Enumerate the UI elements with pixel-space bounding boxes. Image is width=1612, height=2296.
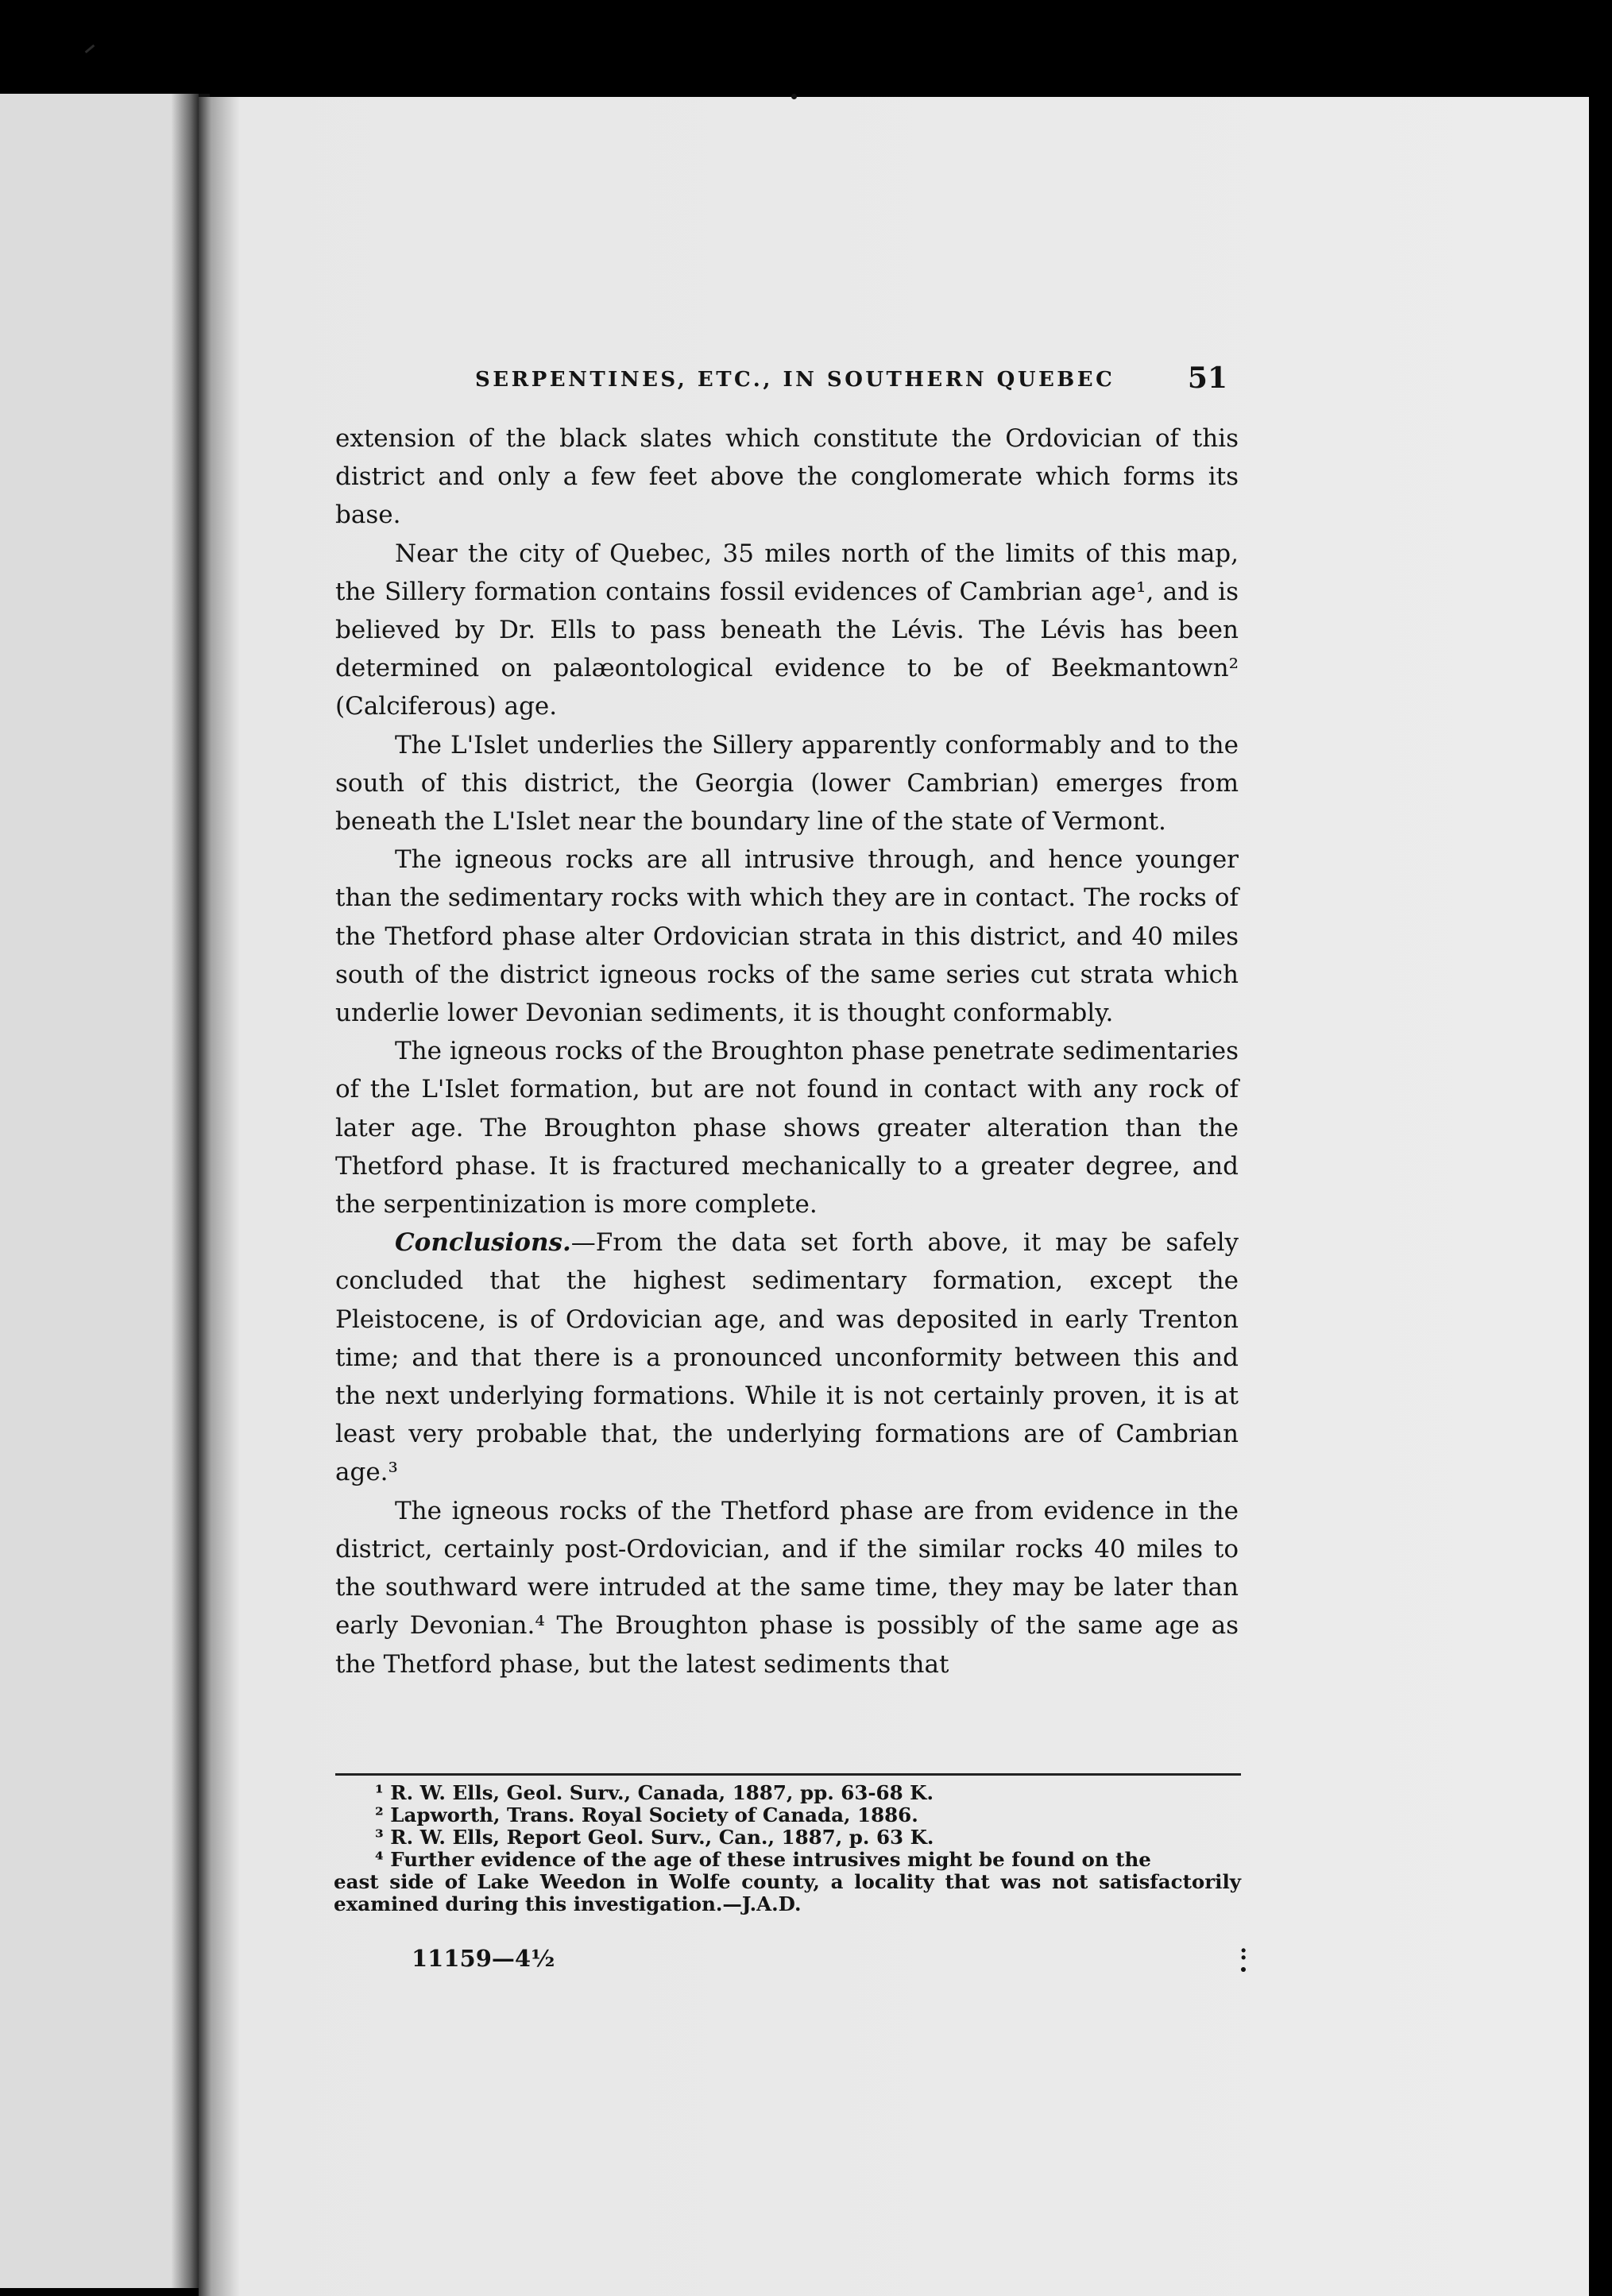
paragraph: extension of the black slates which constitute the Ordovician of this district and only a few feet above the conglomerate which forms its base. [335, 424, 1239, 530]
conclusions-heading: Conclusions. [395, 1228, 571, 1258]
footnote: ¹ R. W. Ells, Geol. Surv., Canada, 1887, pp. 63-68 K. [375, 1781, 934, 1804]
top-dot-mark [791, 94, 797, 99]
page-header [475, 361, 1238, 400]
footnotes [334, 1781, 1241, 1915]
page-gutter [172, 94, 199, 2288]
paragraph: The igneous rocks of the Thetford phase are from evidence in the district, certainly post-Ordovician, and if the similar rocks 40 miles to the southward were intruded at the same time, they may be later than early Devonian.⁴ The Broughton phase is possibly of the same age as the Thetford phase, but the latest sediments that [335, 1496, 1239, 1679]
paragraph: The igneous rocks of the Broughton phase penetrate sedimentaries of the L'Islet formation, but are not found in contact with any rock of later age. The Broughton phase shows greater alteration than the Thetford phase. It is fractured mechanically to a greater degree, and the serpentinization is more complete. [335, 1037, 1239, 1220]
margin-mark: : [1239, 1938, 1248, 1965]
previous-page-edge [0, 94, 199, 2288]
conclusions-text: —From the data set forth above, it may be safely concluded that the highest sedimentary formation, except the Pleistocene, is of Ordovician age, and was deposited in early Trenton time; and that there is a pronounced unconformity between this and the next underlying formations. While it is not certainly proven, it is at least very probable that, the underlying formations are of Cambrian age.³ [335, 1228, 1239, 1487]
footnote: ² Lapworth, Trans. Royal Society of Canada, 1886. [375, 1803, 918, 1826]
body-text [335, 419, 1239, 1683]
page-number: 51 [1187, 361, 1227, 395]
footnote: ⁴ Further evidence of the age of these intrusives might be found on the [375, 1848, 1151, 1871]
footnote: ³ R. W. Ells, Report Geol. Surv., Can., 1887, p. 63 K. [375, 1826, 934, 1849]
paragraph: The L'Islet underlies the Sillery apparently conformably and to the south of this district, the Georgia (lower Cambrian) emerges from beneath the L'Islet near the boundary line of the state of Vermont. [335, 730, 1239, 837]
footnote-continuation: east side of Lake Weedon in Wolfe county, a locality that was not satisfactorily examined during this investigation.—J.A.D. [334, 1870, 1241, 1915]
conclusions-paragraph [335, 1223, 1239, 1491]
margin-dot [1241, 1967, 1246, 1972]
printing-signature: 11159—4½ [412, 1945, 555, 1972]
paragraph: Near the city of Quebec, 35 miles north of the limits of this map, the Sillery formation contains fossil evidences of Cambrian age¹, and is believed by Dr. Ells to pass beneath the Lévis. The Lévis has been determined on palæontological evidence to be of Beekmantown² (Calciferous) age. [335, 539, 1239, 721]
paragraph: The igneous rocks are all intrusive through, and hence younger than the sedimentary rocks with which they are in contact. The rocks of the Thetford phase alter Ordovician strata in this district, and 40 miles south of the district igneous rocks of the same series cut strata which underlie lower Devonian sediments, it is thought conformably. [335, 845, 1239, 1028]
footnote-rule [335, 1773, 1241, 1776]
running-head: SERPENTINES, ETC., IN SOUTHERN QUEBEC [475, 368, 1115, 392]
scan-mark [85, 44, 95, 53]
